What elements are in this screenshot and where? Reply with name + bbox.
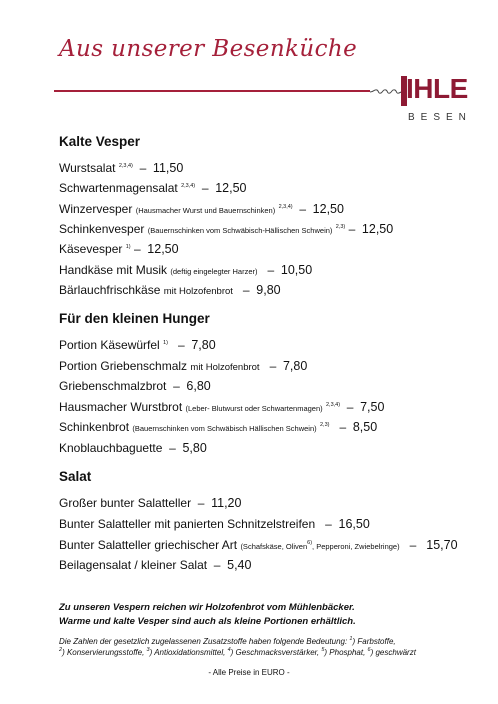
item-name: Griebenschmalzbrot <box>59 379 167 393</box>
item-price: 5,40 <box>227 558 252 572</box>
menu-item: Knoblauchbaguette – 5,80 <box>59 441 207 455</box>
item-price: 7,50 <box>360 400 385 414</box>
item-name: Schinkenvesper <box>59 222 145 236</box>
item-price: 12,50 <box>147 242 179 256</box>
item-name: Beilagensalat / kleiner Salat <box>59 558 208 572</box>
logo-wordmark: IHLE <box>406 73 468 104</box>
item-description: (Schafskäse, Oliven <box>240 542 308 551</box>
item-price: 12,50 <box>312 202 344 216</box>
price-footer: - Alle Preise in EURO - <box>208 668 290 677</box>
item-price: 16,50 <box>338 517 370 531</box>
item-description-additive: 6) <box>307 540 313 546</box>
logo-subtitle: BESEN <box>408 112 472 123</box>
item-name: Portion Käsewürfel <box>59 338 160 352</box>
item-description-tail: , Pepperoni, Zwiebelringe) <box>312 542 400 551</box>
menu-item: Winzervesper (Hausmacher Wurst und Bauernschinken) $^{2,3,4)}$ – 12,50 <box>59 202 344 216</box>
item-name: Schwartenmagensalat <box>59 181 178 195</box>
item-price: 12,50 <box>361 222 394 236</box>
item-additives: 2,3) <box>335 224 346 230</box>
item-name: Winzervesper <box>59 202 133 216</box>
item-price: 5,80 <box>182 441 207 455</box>
item-price: 9,80 <box>256 283 281 297</box>
item-name: Schinkenbrot <box>59 420 130 434</box>
menu-item: Großer bunter Salatteller – 11,20 <box>59 496 242 510</box>
menu-item: Käsevesper $^{1)}$ – 12,50 <box>59 242 179 256</box>
item-name: Wurstsalat <box>59 161 116 175</box>
item-price: 15,70 <box>426 538 458 552</box>
menu-item: Handkäse mit Musik (deftig eingelegter Harzer) – 10,50 <box>59 263 313 277</box>
item-description: (Hausmacher Wurst und Bauernschinken) <box>135 206 276 215</box>
item-description: (Leber- Blutwurst oder Schwartenmagen) <box>185 404 323 413</box>
item-price: 8,50 <box>352 420 378 434</box>
item-name: Bunter Salatteller mit panierten Schnitzelstreifen <box>59 517 316 531</box>
item-description: (deftig eingelegter Harzer) <box>170 267 258 276</box>
section-title-kleiner-hunger: Für den kleinen Hunger <box>59 311 210 326</box>
menu-item: Portion Käsewürfel $^{1)}$ – 7,80 <box>59 338 216 352</box>
item-name: Käsevesper <box>59 242 123 256</box>
item-additives: 2,3,4) <box>118 163 133 169</box>
item-price: 11,20 <box>211 496 242 510</box>
menu-item: Griebenschmalzbrot – 6,80 <box>59 379 211 393</box>
menu-item: Wurstsalat $^{2,3,4)}$ – 11,50 <box>59 161 184 175</box>
legal-line-1: Die Zahlen der gesetzlich zugelassenen Zusatzstoffe haben folgende Bedeutung: $^1$) Farbstoffe, <box>59 636 396 646</box>
note-bread: Zu unseren Vespern reichen wir Holzofenbrot vom Mühlenbäcker. <box>59 602 355 613</box>
item-price: 7,80 <box>191 338 216 352</box>
menu-item: Schinkenvesper (Bauernschinken vom Schwäbisch-Hällischen Schwein) $^{2,3)}$ – 12,50 <box>59 222 394 236</box>
page-title: Aus unserer Besenküche <box>59 36 358 62</box>
item-price: 7,80 <box>282 359 308 373</box>
item-name: Bunter Salatteller griechischer Art <box>59 538 238 552</box>
item-description: (Bauernschinken vom Schwäbisch Hällischen Schwein) <box>132 424 317 433</box>
menu-item: Schinkenbrot (Bauernschinken vom Schwäbisch Hällischen Schwein) $^{2,3)}$ – 8,50 <box>59 420 378 434</box>
menu-item: Bunter Salatteller griechischer Art (Schafskäse, Oliven$^{6)}$, Pepperoni, Zwiebelringe) – 15,70 <box>59 538 458 552</box>
menu-item: Schwartenmagensalat $^{2,3,4)}$ – 12,50 <box>59 181 247 195</box>
menu-item: Bunter Salatteller mit panierten Schnitzelstreifen – 16,50 <box>59 517 370 531</box>
title-underline <box>54 90 370 92</box>
item-price: 11,50 <box>152 161 184 175</box>
item-name: Portion Griebenschmalz <box>59 359 188 373</box>
item-description: mit Holzofenbrot <box>190 362 260 373</box>
item-description: (Bauernschinken vom Schwäbisch-Hällischen Schwein) <box>147 226 333 235</box>
item-additives: 1) <box>125 244 131 250</box>
item-additives: 2,3,4) <box>326 402 341 408</box>
item-name: Bärlauchfrischkäse <box>59 283 161 297</box>
item-additives: 2,3,4) <box>278 204 293 210</box>
section-title-salat: Salat <box>59 469 92 484</box>
menu-item: Portion Griebenschmalz mit Holzofenbrot – 7,80 <box>59 359 308 373</box>
item-description: mit Holzofenbrot <box>163 286 233 297</box>
ihle-besen-logo <box>370 72 470 130</box>
item-additives: 2,3,4) <box>181 183 196 189</box>
item-price: 12,50 <box>215 181 247 195</box>
item-name: Hausmacher Wurstbrot <box>59 400 183 414</box>
item-price: 10,50 <box>280 263 313 277</box>
menu-item: Bärlauchfrischkäse mit Holzofenbrot – 9,80 <box>59 283 281 297</box>
note-portions: Warme und kalte Vesper sind auch als kleine Portionen erhältlich. <box>59 616 356 627</box>
item-name: Handkäse mit Musik <box>59 263 168 277</box>
item-price: 6,80 <box>186 379 211 393</box>
item-additives: 2,3) <box>320 422 330 428</box>
section-title-kalte-vesper: Kalte Vesper <box>59 134 141 149</box>
legal-line-2: $^2$) Konservierungsstoffe, $^3$) Antioxidationsmittel, $^4$) Geschmacksverstärker, $^5$) Phosphat, $^6$) geschwärzt <box>59 647 416 657</box>
menu-item: Beilagensalat / kleiner Salat – 5,40 <box>59 558 252 572</box>
menu-item: Hausmacher Wurstbrot (Leber- Blutwurst oder Schwartenmagen) $^{2,3,4)}$ – 7,50 <box>59 400 385 414</box>
item-name: Knoblauchbaguette <box>59 441 163 455</box>
item-additives: 1) <box>163 340 168 346</box>
item-name: Großer bunter Salatteller <box>59 496 192 510</box>
